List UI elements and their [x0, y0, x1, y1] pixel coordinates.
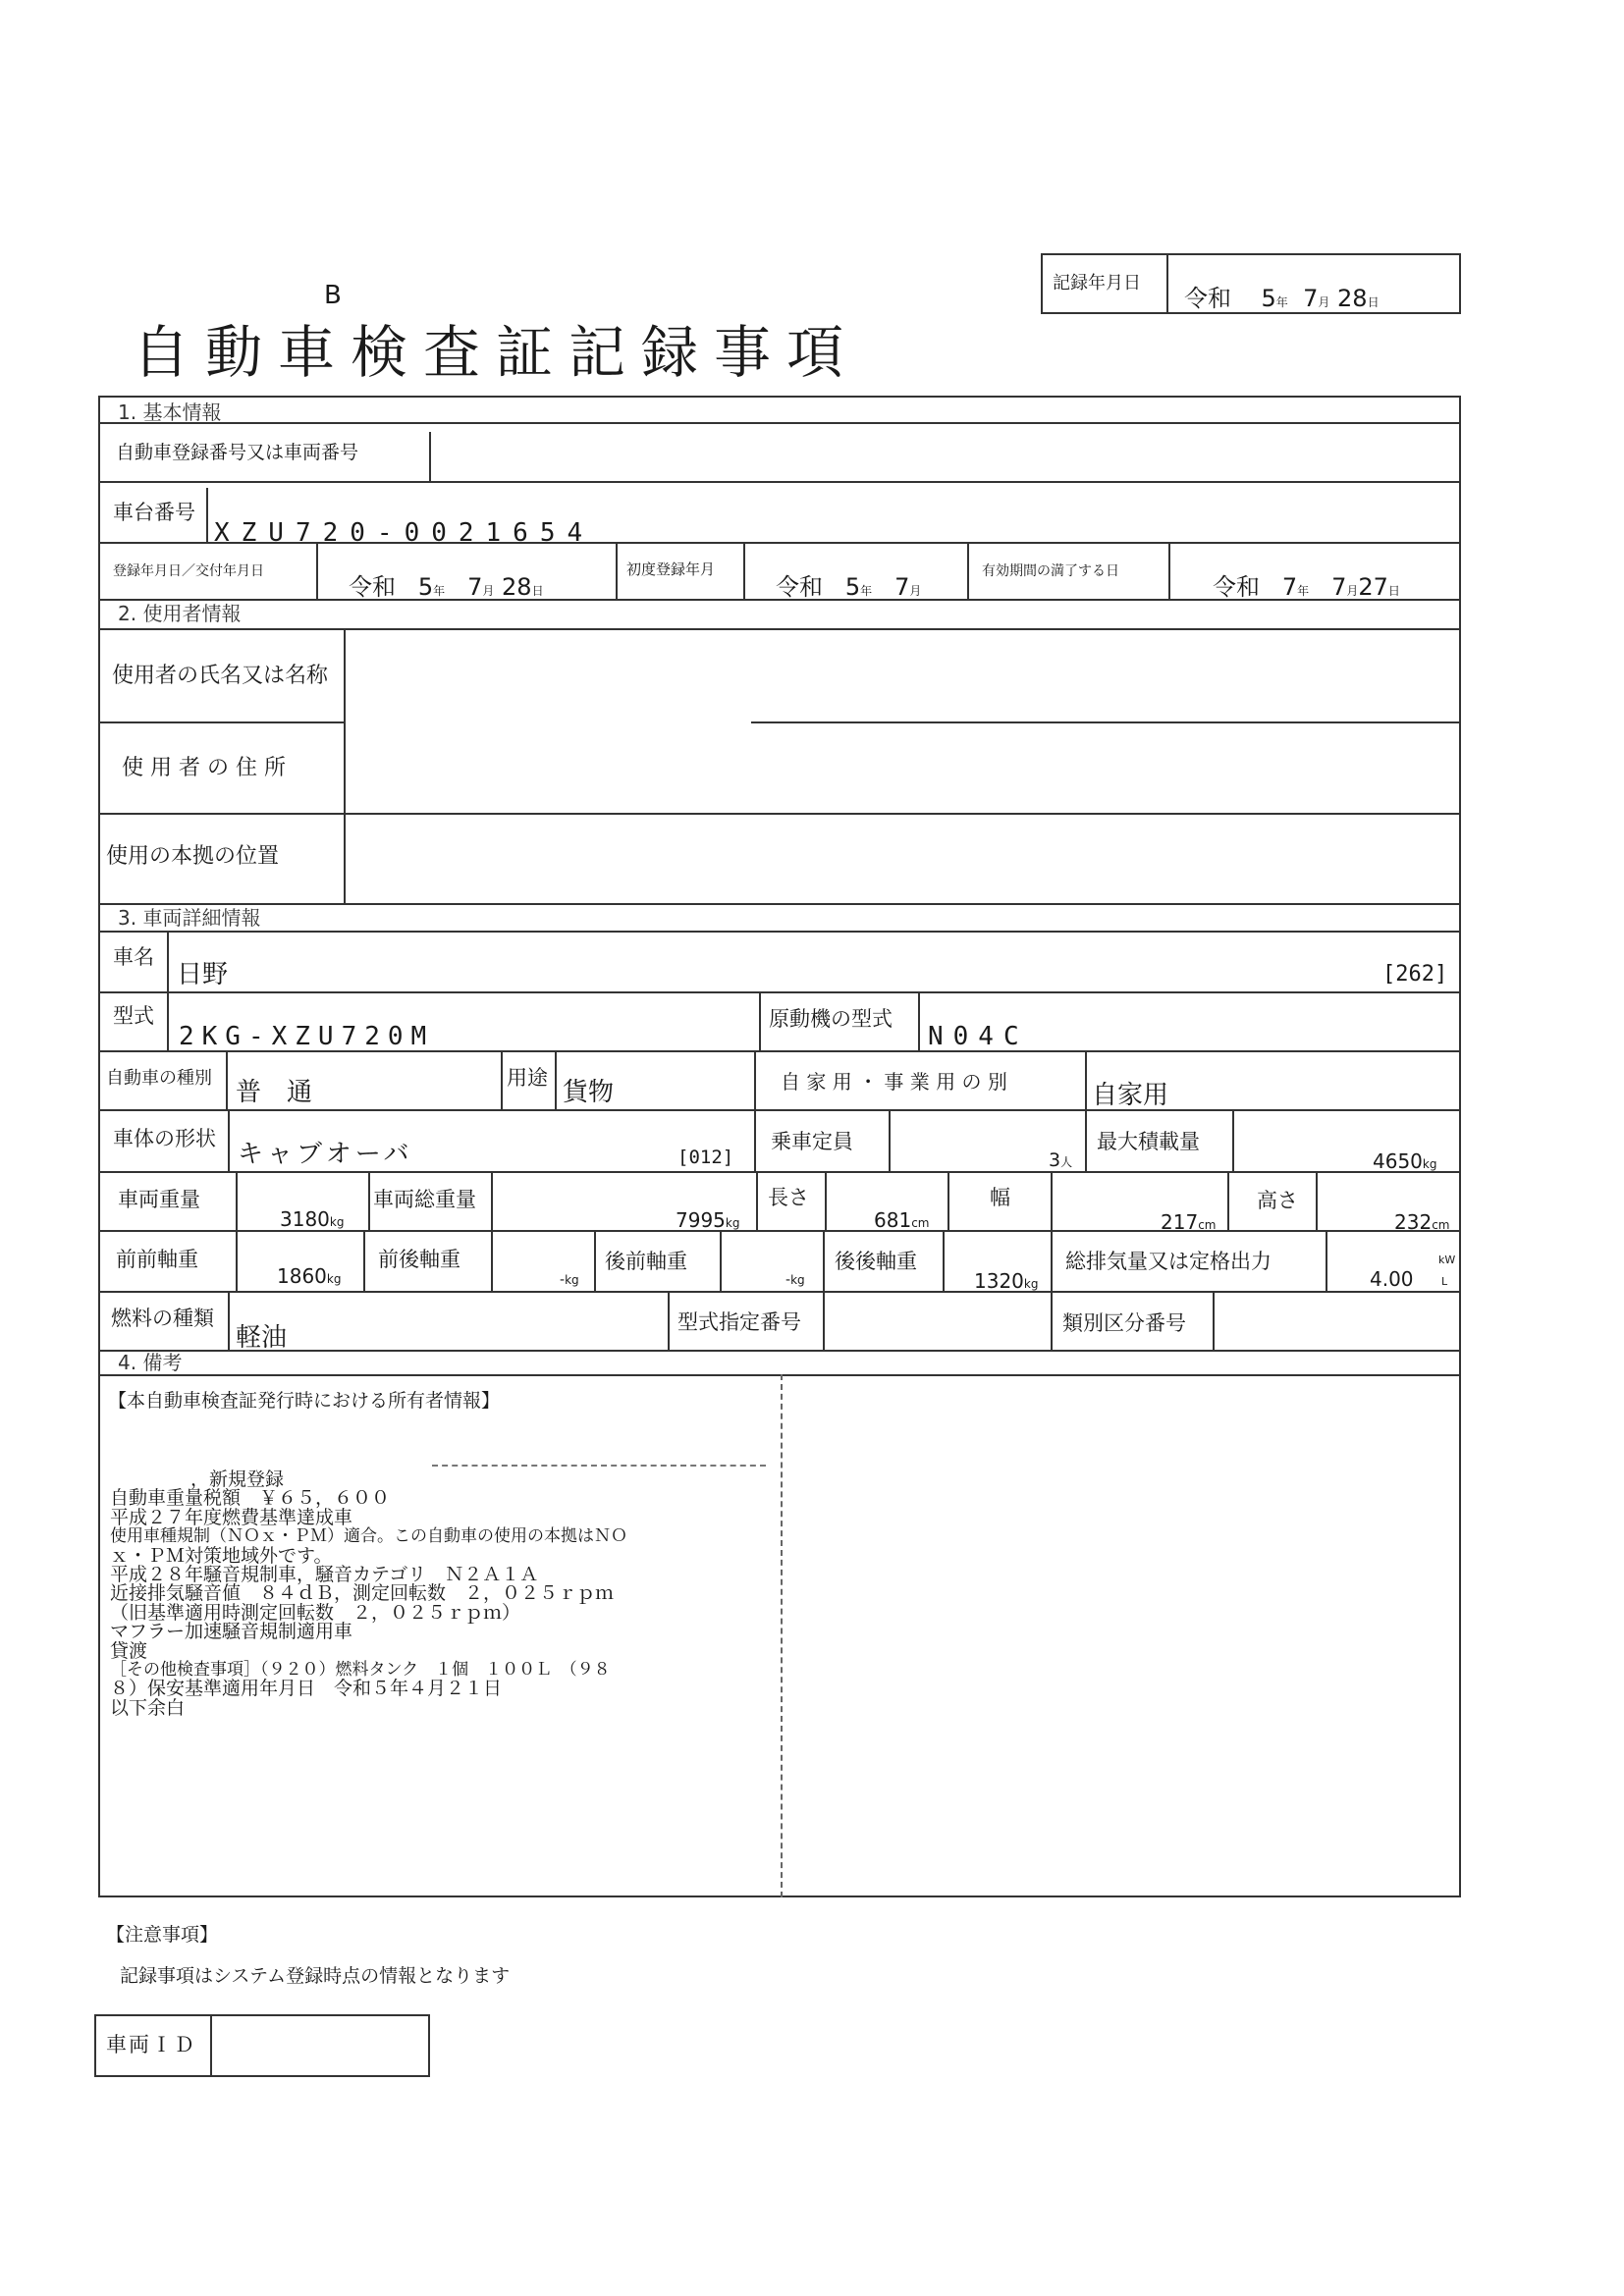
remarks-line: マフラー加速騒音規制適用車: [110, 1621, 353, 1643]
section3-heading: 3. 車両詳細情報: [118, 906, 261, 930]
remarks-line: 使用車種規制（ＮＯｘ・ＰＭ）適合。この自動車の使用の本拠はＮＯ: [110, 1526, 627, 1547]
first-reg-value: 令和 5年 7月: [776, 573, 922, 601]
reg-date-label: 登録年月日／交付年月日: [113, 563, 264, 579]
remarks-line: （旧基準適用時測定回転数 ２，０２５ｒｐｍ）: [110, 1601, 521, 1624]
capacity-value: 3人: [1049, 1149, 1073, 1171]
height-value: 232cm: [1394, 1210, 1450, 1234]
fr-axle-value: -kg: [560, 1272, 579, 1288]
remarks-line: 自動車重量税額 ￥６５，６００: [110, 1487, 391, 1510]
engine-model-value: N04C: [928, 1022, 1029, 1051]
reg-date-value: 令和 5年 7月 28日: [349, 573, 544, 601]
reg-number-label: 自動車登録番号又は車両番号: [116, 442, 359, 463]
ff-axle-label: 前前軸重: [116, 1248, 198, 1271]
model-value: 2KG-XZU720M: [179, 1022, 435, 1051]
record-date-value: 令和 5年 7月 28日: [1184, 285, 1380, 312]
rr-axle-value: 1320kg: [974, 1269, 1039, 1293]
section4-heading: 4. 備考: [118, 1351, 183, 1374]
record-date-label: 記録年月日: [1053, 273, 1141, 294]
max-load-value: 4650kg: [1373, 1149, 1437, 1173]
fuel-label: 燃料の種類: [111, 1307, 214, 1330]
remarks-line: 平成２７年度燃費基準達成車: [110, 1506, 353, 1528]
chassis-value: XZU720-0021654: [214, 518, 595, 548]
car-name-label: 車名: [113, 945, 154, 969]
owner-info-heading: 【本自動車検査証発行時における所有者情報】: [108, 1390, 501, 1412]
weight-label: 車両重量: [118, 1188, 200, 1211]
class-number-label: 類別区分番号: [1062, 1311, 1186, 1335]
remarks-line: 貸渡: [110, 1639, 148, 1662]
usage-label: 用途: [507, 1066, 548, 1090]
caution-text: 記録事項はシステム登録時点の情報となります: [120, 1965, 511, 1987]
first-reg-label: 初度登録年月: [626, 561, 716, 578]
rf-axle-value: -kg: [785, 1272, 805, 1288]
width-value: 217cm: [1161, 1210, 1217, 1234]
caution-heading: 【注意事項】: [106, 1924, 219, 1946]
body-shape-code: [012]: [677, 1147, 734, 1168]
height-label: 高さ: [1257, 1189, 1298, 1212]
length-value: 681cm: [874, 1208, 930, 1232]
displacement-value: 4.00: [1370, 1267, 1414, 1291]
rf-axle-label: 後前軸重: [605, 1250, 687, 1273]
user-name-label: 使用者の氏名又は名称: [112, 664, 329, 688]
engine-model-label: 原動機の型式: [769, 1007, 893, 1031]
body-shape-value: キャブオーバ: [238, 1140, 413, 1169]
section2-heading: 2. 使用者情報: [118, 602, 242, 625]
capacity-label: 乗車定員: [771, 1130, 853, 1153]
usage-value: 貨物: [563, 1078, 615, 1107]
private-business-value: 自家用: [1092, 1081, 1169, 1110]
remarks-notes: [110, 1470, 787, 1718]
vehicle-type-value: 普 通: [236, 1078, 313, 1107]
section1-heading: 1. 基本情報: [118, 400, 222, 424]
width-label: 幅: [990, 1186, 1010, 1209]
car-name-code: [262]: [1382, 962, 1448, 987]
vehicle-id-label: 車両ＩＤ: [106, 2033, 196, 2056]
gross-weight-label: 車両総重量: [373, 1188, 476, 1211]
length-label: 長さ: [768, 1186, 809, 1209]
body-shape-label: 車体の形状: [113, 1127, 216, 1150]
gross-weight-value: 7995kg: [676, 1208, 740, 1232]
expiry-label: 有効期間の満了する日: [982, 563, 1119, 579]
vehicle-type-label: 自動車の種別: [106, 1068, 212, 1089]
displacement-unit-bottom: L: [1441, 1275, 1448, 1288]
displacement-label: 総排気量又は定格出力: [1065, 1250, 1272, 1273]
private-business-label: 自 家 用 ・ 事 業 用 の 別: [781, 1070, 1007, 1094]
remarks-line: ｘ・ＰＭ対策地域外です。: [110, 1544, 333, 1567]
max-load-label: 最大積載量: [1097, 1130, 1200, 1153]
rr-axle-label: 後後軸重: [835, 1250, 917, 1273]
redaction-dash-line: [432, 1465, 766, 1467]
type-designation-label: 型式指定番号: [677, 1310, 801, 1334]
remarks-line: ［その他検査事項］（９２０）燃料タンク １個 １００Ｌ （９８: [110, 1660, 611, 1681]
remarks-line: ８）保安基準適用年月日 令和５年４月２１日: [110, 1678, 503, 1700]
letter-mark: B: [324, 281, 342, 310]
remarks-line: 平成２８年騒音規制車，騒音カテゴリ Ｎ２Ａ１Ａ: [110, 1564, 539, 1586]
car-name-value: 日野: [177, 960, 229, 989]
model-label: 型式: [113, 1004, 154, 1028]
ff-axle-value: 1860kg: [277, 1264, 342, 1288]
displacement-unit-top: kW: [1438, 1254, 1456, 1266]
base-location-label: 使用の本拠の位置: [106, 844, 280, 869]
chassis-label: 車台番号: [113, 501, 195, 524]
remarks-line: 近接排気騒音値 ８４ｄＢ，測定回転数 ２，０２５ｒｐｍ: [110, 1582, 615, 1605]
fuel-value: 軽油: [236, 1323, 288, 1353]
remarks-line: 以下余白: [110, 1696, 186, 1719]
remarks-line: ，新規登録: [190, 1468, 285, 1490]
fr-axle-label: 前後軸重: [378, 1248, 460, 1271]
page-title: 自動車検査証記録事項: [133, 319, 860, 386]
weight-value: 3180kg: [280, 1207, 345, 1231]
expiry-value: 令和 7年 7月27日: [1213, 573, 1400, 601]
user-address-label: 使 用 者 の 住 所: [122, 756, 286, 780]
